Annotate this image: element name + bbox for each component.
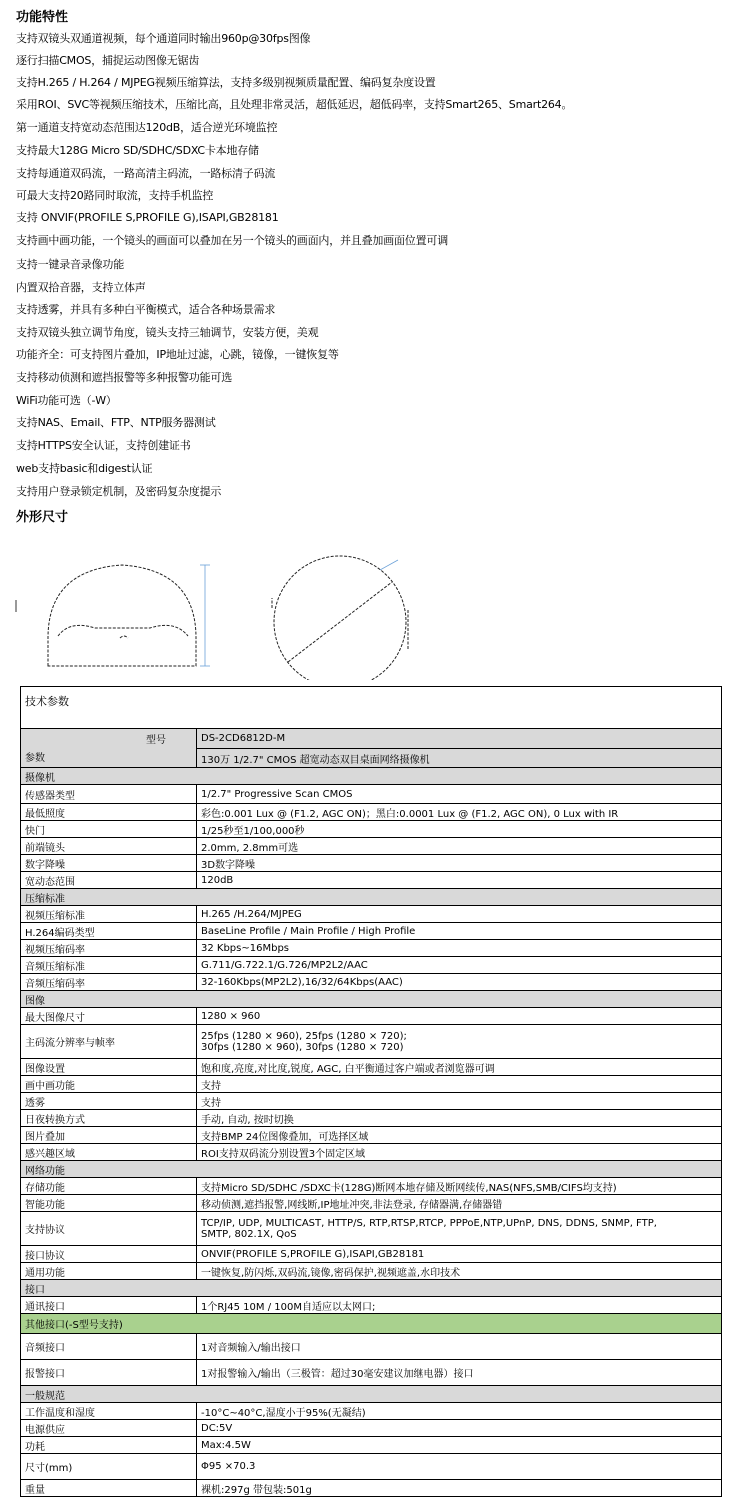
param-value: 裸机:297g 带包装:501g xyxy=(197,1480,722,1497)
category-label: 一般规范 xyxy=(21,1386,722,1403)
side-view-drawing xyxy=(48,565,196,666)
param-key: 通讯接口 xyxy=(21,1297,197,1314)
param-value xyxy=(197,1212,722,1246)
param-key: 最低照度 xyxy=(21,804,197,821)
table-row xyxy=(21,1178,722,1195)
table-title: 技术参数 xyxy=(21,687,722,729)
param-value: 一键恢复,防闪烁,双码流,镜像,密码保护,视频遮盖,水印技术 xyxy=(197,1263,722,1280)
model-label: 型号 xyxy=(146,735,166,746)
feature-item: 逐行扫描CMOS，捕捉运动图像无锯齿 xyxy=(16,54,200,67)
optional-interface-row xyxy=(21,1314,722,1334)
param-key: 日夜转换方式 xyxy=(21,1110,197,1127)
table-row xyxy=(21,804,722,821)
param-key: 宽动态范围 xyxy=(21,872,197,889)
param-value-line: 25fps (1280 × 960), 25fps (1280 × 720); xyxy=(201,1030,407,1042)
param-key: 视频压缩标准 xyxy=(21,906,197,923)
param-value: BaseLine Profile / Main Profile / High Profile xyxy=(197,923,722,940)
category-row xyxy=(21,1161,722,1178)
param-value: G.711/G.722.1/G.726/MP2L2/AAC xyxy=(197,957,722,974)
table-row xyxy=(21,1334,722,1360)
feature-item: 支持NAS、Email、FTP、NTP服务器测试 xyxy=(16,416,216,429)
param-value: -10°C~40°C,湿度小于95%(无凝结) xyxy=(197,1403,722,1420)
param-key: H.264编码类型 xyxy=(21,923,197,940)
param-key: 传感器类型 xyxy=(21,785,197,804)
table-row xyxy=(21,855,722,872)
table-row xyxy=(21,957,722,974)
feature-item: 支持用户登录锁定机制，及密码复杂度提示 xyxy=(16,485,222,498)
table-row xyxy=(21,906,722,923)
table-row xyxy=(21,974,722,991)
table-row xyxy=(21,1454,722,1480)
feature-item: 内置双拾音器，支持立体声 xyxy=(16,281,146,294)
feature-item: 支持HTTPS安全认证，支持创建证书 xyxy=(16,439,191,452)
param-value-line: 30fps (1280 × 960), 30fps (1280 × 720) xyxy=(201,1041,404,1053)
param-value: 1对音频输入/输出接口 xyxy=(197,1334,722,1360)
category-row xyxy=(21,768,722,785)
param-key: 接口协议 xyxy=(21,1246,197,1263)
feature-item: 可最大支持20路同时取流，支持手机监控 xyxy=(16,189,214,202)
model-row xyxy=(21,729,722,749)
category-label: 接口 xyxy=(21,1280,722,1297)
category-row xyxy=(21,1280,722,1297)
param-value: 彩色:0.001 Lux @ (F1.2, AGC ON)；黑白:0.0001 Lux @ (F1.2, AGC ON), 0 Lux with IR xyxy=(197,804,722,821)
table-row xyxy=(21,1093,722,1110)
category-label: 摄像机 xyxy=(21,768,722,785)
table-row xyxy=(21,940,722,957)
category-label: 图像 xyxy=(21,991,722,1008)
category-label: 压缩标准 xyxy=(21,889,722,906)
feature-item: 采用ROI、SVC等视频压缩技术，压缩比高，且处理非常灵活，超低延迟，超低码率，支持Smart265、Smart264。 xyxy=(16,98,573,111)
feature-item: 支持画中画功能，一个镜头的画面可以叠加在另一个镜头的画面内，并且叠加画面位置可调 xyxy=(16,234,448,247)
param-key: 快门 xyxy=(21,821,197,838)
param-key: 工作温度和湿度 xyxy=(21,1403,197,1420)
feature-item: 支持 ONVIF(PROFILE S,PROFILE G),ISAPI,GB28181 xyxy=(16,211,279,224)
param-key: 透雾 xyxy=(21,1093,197,1110)
param-value: 2.0mm, 2.8mm可选 xyxy=(197,838,722,855)
param-value: 32 Kbps~16Mbps xyxy=(197,940,722,957)
param-label: 参数 xyxy=(25,753,45,764)
param-key: 画中画功能 xyxy=(21,1076,197,1093)
table-row xyxy=(21,1297,722,1314)
table-row xyxy=(21,1480,722,1497)
param-key: 图像设置 xyxy=(21,1059,197,1076)
table-row xyxy=(21,1076,722,1093)
table-row xyxy=(21,1025,722,1059)
param-value: 32-160Kbps(MP2L2),16/32/64Kbps(AAC) xyxy=(197,974,722,991)
param-value: 3D数字降噪 xyxy=(197,855,722,872)
param-key: 音频压缩标准 xyxy=(21,957,197,974)
table-row xyxy=(21,785,722,804)
features-title: 功能特性 xyxy=(16,10,69,25)
model-value: DS-2CD6812D-M xyxy=(197,729,722,749)
param-value: Max:4.5W xyxy=(197,1437,722,1454)
feature-item: WiFi功能可选（-W） xyxy=(16,394,117,407)
param-key: 前端镜头 xyxy=(21,838,197,855)
param-key: 感兴趣区域 xyxy=(21,1144,197,1161)
param-key: 最大图像尺寸 xyxy=(21,1008,197,1025)
param-key: 功耗 xyxy=(21,1437,197,1454)
top-view-dimension xyxy=(380,560,398,570)
category-row xyxy=(21,1386,722,1403)
param-key: 通用功能 xyxy=(21,1263,197,1280)
table-row xyxy=(21,872,722,889)
param-value xyxy=(197,1025,722,1059)
side-view-dimension xyxy=(200,565,210,666)
param-value: 1280 × 960 xyxy=(197,1008,722,1025)
category-row xyxy=(21,889,722,906)
table-row xyxy=(21,838,722,855)
model-desc: 130万 1/2.7" CMOS 超宽动态双目桌面网络摄像机 xyxy=(197,749,722,768)
param-value: 支持BMP 24位图像叠加，可选择区域 xyxy=(197,1127,722,1144)
param-value-line: SMTP, 802.1X, QoS xyxy=(201,1228,297,1240)
feature-item: web支持basic和digest认证 xyxy=(16,462,153,475)
param-key: 报警接口 xyxy=(21,1360,197,1386)
feature-item: 支持最大128G Micro SD/SDHC/SDXC卡本地存储 xyxy=(16,144,259,157)
param-key: 存储功能 xyxy=(21,1178,197,1195)
table-row xyxy=(21,1195,722,1212)
category-row xyxy=(21,991,722,1008)
param-key: 支持协议 xyxy=(21,1212,197,1246)
param-value: H.265 /H.264/MJPEG xyxy=(197,906,722,923)
feature-item: 支持双镜头独立调节角度，镜头支持三轴调节，安装方便，美观 xyxy=(16,326,319,339)
param-value: 1个RJ45 10M / 100M自适应以太网口; xyxy=(197,1297,722,1314)
table-row xyxy=(21,1437,722,1454)
table-row xyxy=(21,1110,722,1127)
param-key: 音频接口 xyxy=(21,1334,197,1360)
dimension-drawings xyxy=(0,540,750,680)
optional-interface-label: 其他接口(-S型号支持) xyxy=(21,1314,722,1334)
feature-item: 第一通道支持宽动态范围达120dB，适合逆光环境监控 xyxy=(16,121,278,134)
param-value: Φ95 ×70.3 xyxy=(197,1454,722,1480)
param-value: 支持 xyxy=(197,1093,722,1110)
feature-item: 支持一键录音录像功能 xyxy=(16,258,124,271)
table-row xyxy=(21,821,722,838)
feature-item: 支持透雾，并具有多种白平衡模式，适合各种场景需求 xyxy=(16,303,276,316)
table-row xyxy=(21,1420,722,1437)
feature-item: 支持H.265 / H.264 / MJPEG视频压缩算法，支持多级别视频质量配置、编码复杂度设置 xyxy=(16,76,436,89)
param-value: ONVIF(PROFILE S,PROFILE G),ISAPI,GB28181 xyxy=(197,1246,722,1263)
param-key: 电源供应 xyxy=(21,1420,197,1437)
table-title-row xyxy=(21,687,722,729)
param-value-line: TCP/IP, UDP, MULTICAST, HTTP/S, RTP,RTSP,RTCP, PPPoE,NTP,UPnP, DNS, DDNS, SNMP, FTP, xyxy=(201,1217,657,1229)
table-row xyxy=(21,1008,722,1025)
feature-item: 支持移动侦测和遮挡报警等多种报警功能可选 xyxy=(16,371,232,384)
param-key: 视频压缩码率 xyxy=(21,940,197,957)
param-value: 1对报警输入/输出（三极管：超过30毫安建议加继电器）接口 xyxy=(197,1360,722,1386)
param-value: 支持Micro SD/SDHC /SDXC卡(128G)断网本地存储及断网续传,NAS(NFS,SMB/CIFS均支持) xyxy=(197,1178,722,1195)
table-row xyxy=(21,1127,722,1144)
param-key: 音频压缩码率 xyxy=(21,974,197,991)
table-row xyxy=(21,1263,722,1280)
param-value: 1/2.7" Progressive Scan CMOS xyxy=(197,785,722,804)
feature-item: 支持双镜头双通道视频，每个通道同时输出960p@30fps图像 xyxy=(16,32,311,45)
param-value: 饱和度,亮度,对比度,锐度, AGC, 白平衡通过客户端或者浏览器可调 xyxy=(197,1059,722,1076)
table-row xyxy=(21,1360,722,1386)
param-key: 数字降噪 xyxy=(21,855,197,872)
table-row xyxy=(21,1212,722,1246)
param-value: 移动侦测,遮挡报警,网线断,IP地址冲突,非法登录, 存储器满,存储器错 xyxy=(197,1195,722,1212)
dimensions-title: 外形尺寸 xyxy=(16,510,69,525)
table-row xyxy=(21,1246,722,1263)
table-row xyxy=(21,1059,722,1076)
spec-table xyxy=(20,686,722,1497)
top-view-drawing xyxy=(272,556,408,680)
param-value: DC:5V xyxy=(197,1420,722,1437)
param-value: ROI支持双码流分别设置3个固定区域 xyxy=(197,1144,722,1161)
param-key: 重量 xyxy=(21,1480,197,1497)
feature-item: 支持每通道双码流，一路高清主码流，一路标清子码流 xyxy=(16,167,276,180)
table-row xyxy=(21,923,722,940)
model-header-cell xyxy=(21,729,197,768)
param-value: 支持 xyxy=(197,1076,722,1093)
param-key: 图片叠加 xyxy=(21,1127,197,1144)
feature-item: 功能齐全：可支持图片叠加，IP地址过滤，心跳，镜像，一键恢复等 xyxy=(16,348,339,361)
param-value: 1/25秒至1/100,000秒 xyxy=(197,821,722,838)
category-label: 网络功能 xyxy=(21,1161,722,1178)
param-value: 手动, 自动, 按时切换 xyxy=(197,1110,722,1127)
param-key: 智能功能 xyxy=(21,1195,197,1212)
table-row xyxy=(21,1144,722,1161)
param-key: 主码流分辨率与帧率 xyxy=(21,1025,197,1059)
table-row xyxy=(21,1403,722,1420)
param-key: 尺寸(mm) xyxy=(21,1454,197,1480)
param-value: 120dB xyxy=(197,872,722,889)
